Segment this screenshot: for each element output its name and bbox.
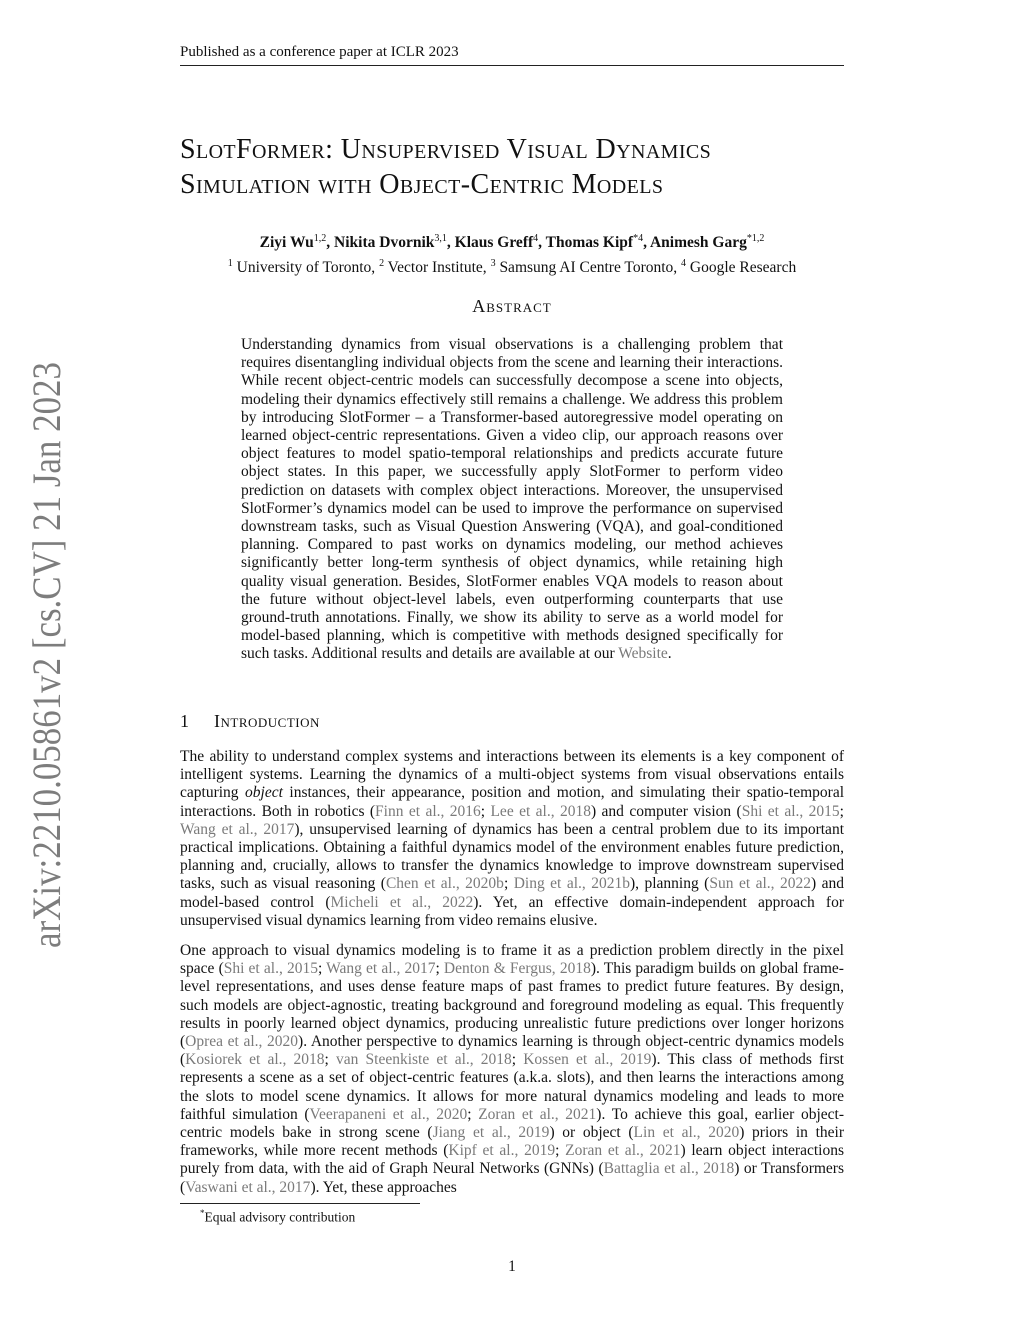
affil-mark: 3 (490, 258, 496, 270)
citation-link[interactable]: Battaglia et al., 2018 (603, 1160, 735, 1178)
text-run: ; (435, 960, 444, 978)
emphasis-text: object (245, 784, 283, 802)
intro-paragraph-1 (180, 748, 844, 930)
text-run: ; (555, 1142, 566, 1160)
section-heading (180, 711, 844, 732)
citation-link[interactable]: Chen et al., 2020b (385, 875, 504, 893)
affil-mark: 2 (379, 258, 385, 270)
citation-link[interactable]: Finn et al., 2016 (375, 802, 481, 820)
author-names: Ziyi Wu$^{1,2}$, Nikita Dvornik$^{3,1}$, Klaus Greff$^4$, Thomas Kipf$^{*4}$, Animesh Garg$^{*1,2}$ (259, 233, 765, 252)
text-run: The ability to understand complex systems and interactions between its elements is a key component of intelligent systems. Learning the dynamics of a multi-object systems from visual observations entails capturing (180, 748, 844, 802)
citation-link[interactable]: Veerapaneni et al., 2020 (309, 1105, 468, 1123)
section-title: Introduction (214, 711, 320, 731)
citation-link[interactable]: Kipf et al., 2019 (448, 1142, 556, 1160)
citation-link[interactable]: Ding et al., 2021b (513, 875, 630, 893)
abstract-heading: Abstract (472, 296, 552, 316)
text-run: ; (317, 960, 327, 978)
text-run: ; (511, 1051, 524, 1069)
text-run: ), unsupervised learning of dynamics has been a central problem due to its important practical implications. Obtaining a faithful dynamics model of the environment enables future prediction, planning and, crucially, allows to transfer the dynamics knowledge to improve downstream supervised tasks, such as visual reasoning ( (180, 820, 844, 893)
section-number: 1 (180, 711, 190, 731)
text-run: ). Another perspective to dynamics learning is through object-centric dynamics models ( (180, 1033, 844, 1069)
affil-mark: 4 (681, 258, 687, 270)
text-run: ; (324, 1051, 336, 1069)
running-header: Published as a conference paper at ICLR 2023 (180, 44, 844, 66)
title-line-2: Simulation with Object-Centric Models (180, 169, 664, 200)
affiliation: Vector Institute, (387, 259, 487, 277)
citation-link[interactable]: Jiang et al., 2019 (432, 1124, 550, 1142)
citation-link[interactable]: Vaswani et al., 2017 (185, 1178, 311, 1196)
footnote (200, 1208, 355, 1226)
author-affil-mark: 4 (533, 233, 539, 244)
page-number: 1 (508, 1258, 516, 1275)
text-run: ). To achieve this goal, earlier object-centric models bake in strong scene ( (180, 1105, 844, 1142)
author-name: Ziyi Wu (259, 234, 314, 252)
citation-link[interactable]: Kossen et al., 2019 (523, 1051, 652, 1069)
affiliations (180, 253, 844, 278)
text-run: ) and computer vision ( (591, 802, 742, 820)
citation-link[interactable]: Zoran et al., 2021 (565, 1142, 681, 1160)
arxiv-id-text: arXiv:2210.05861v2 [cs.CV] 21 Jan 2023 (24, 360, 68, 948)
text-run: One approach to visual dynamics modeling is to frame it as a prediction problem directly in the pixel space ( (180, 942, 844, 978)
citation-link[interactable]: Lin et al., 2020 (633, 1124, 740, 1142)
text-run: ). Yet, an effective domain-independent approach for unsupervised visual dynamics learning from video remains elusive. (180, 893, 844, 929)
abstract-end: . (667, 645, 672, 663)
citation-link[interactable]: Shi et al., 2015 (741, 802, 840, 820)
title-line-1: SlotFormer: Unsupervised Visual Dynamics (180, 134, 712, 165)
text-run: ). This class of methods first represents a scene as a set of object-centric features (a.k.a. slots), and then learns the interactions among the slots to model scene dynamics. It allows for more natural dynamics modeling and leads to more faithful simulation ( (180, 1051, 844, 1123)
text-run: instances, their appearance, position and motion, and simulating their spatio-temporal interactions. Both in robotics ( (180, 784, 844, 820)
author-affil-mark: 3,1 (434, 233, 447, 244)
citation-link[interactable]: Oprea et al., 2020 (185, 1033, 299, 1051)
intro-paragraph-2 (180, 942, 844, 1197)
text-run: ; (480, 802, 491, 820)
author-affil-mark: 1,2 (313, 233, 327, 244)
text-run: ; (839, 802, 844, 820)
paper-title (180, 132, 844, 202)
text-run: ) and model-based control ( (180, 875, 845, 911)
text-run: ) or Transformers ( (180, 1160, 844, 1196)
arxiv-side-stamp (8, 360, 68, 950)
text-run: ) priors in their frameworks, while more recent methods ( (180, 1124, 844, 1160)
affiliation: University of Toronto, (236, 259, 376, 277)
author-block (180, 228, 844, 278)
affil-mark: 1 (227, 258, 233, 270)
author-name: Nikita Dvornik (334, 234, 435, 252)
abstract-text: Understanding dynamics from visual observations is a challenging problem that requires disentangling individual objects from the scene and learning their interactions. While recent object-centric models can successfully decompose a scene into objects, modeling their dynamics effectively still remains a challenge. We address this problem by introducing SlotFormer – a Transformer-based autoregressive model operating on learned object-centric representations. Given a video clip, our approach reasons over object features to model spatio-temporal relationships and predicts accurate future object states. In this paper, we successfully apply SlotFormer to perform video prediction on datasets with complex object interactions. Moreover, the unsupervised SlotFormer’s dynamics model can be used to improve the performance on supervised downstream tasks, such as Visual Question Answering (VQA), and goal-conditioned planning. Compared to past works on dynamics modeling, our method achieves significantly better long-term synthesis of object dynamics, while retaining high quality visual generation. Besides, SlotFormer enables VQA models to reason about the future without object-level labels, even outperforming counterparts that use ground-truth annotations. Finally, we show its ability to serve as a world model for model-based planning, which is competitive with methods designed specifically for such tasks. Additional results and details are available at our (241, 336, 783, 663)
citation-link[interactable]: Denton & Fergus, 2018 (443, 960, 591, 978)
arxiv-stamp-svg (8, 360, 68, 950)
text-run: ; (467, 1105, 479, 1123)
text-run: ) learn object interactions purely from data, with the aid of Graph Neural Networks (GNNs) ( (180, 1142, 844, 1178)
text-run: ). This paradigm builds on global frame-level representations, and uses dense feature maps of past frames to predict future features. By design, such models are object-agnostic, treating background and foreground modeling as equal. This frequently results in poorly learned object dynamics, producing unrealistic future predictions over longer horizons ( (180, 960, 844, 1051)
citation-link[interactable]: Lee et al., 2018 (490, 802, 591, 820)
author-name: Thomas Kipf (545, 234, 634, 252)
text-run: ), planning ( (629, 875, 710, 893)
author-affil-mark: *1,2 (746, 233, 765, 244)
citation-link[interactable]: Wang et al., 2017 (180, 820, 295, 838)
citation-link[interactable]: van Steenkiste et al., 2018 (336, 1051, 512, 1069)
text-run: ). Yet, these approaches (310, 1178, 457, 1196)
citation-link[interactable]: Shi et al., 2015 (223, 960, 318, 978)
citation-link[interactable]: Micheli et al., 2022 (330, 893, 474, 911)
citation-link[interactable]: Zoran et al., 2021 (478, 1105, 597, 1123)
footnote-mark: * (200, 1208, 205, 1218)
author-name: Animesh Garg (649, 234, 747, 252)
text-run: ; (503, 875, 514, 893)
affiliation: Google Research (689, 259, 797, 277)
footnote-divider (180, 1203, 420, 1204)
footnote-text: Equal advisory contribution (204, 1209, 356, 1225)
website-link[interactable]: Website (618, 645, 668, 663)
author-name: Klaus Greff (454, 234, 534, 252)
citation-link[interactable]: Sun et al., 2022 (709, 875, 811, 893)
abstract-body (241, 336, 783, 664)
author-affil-mark: *4 (633, 233, 644, 244)
citation-link[interactable]: Kosiorek et al., 2018 (185, 1051, 325, 1069)
affiliation: Samsung AI Centre Toronto, (499, 259, 678, 277)
citation-link[interactable]: Wang et al., 2017 (326, 960, 436, 978)
text-run: ) or object ( (549, 1124, 634, 1142)
